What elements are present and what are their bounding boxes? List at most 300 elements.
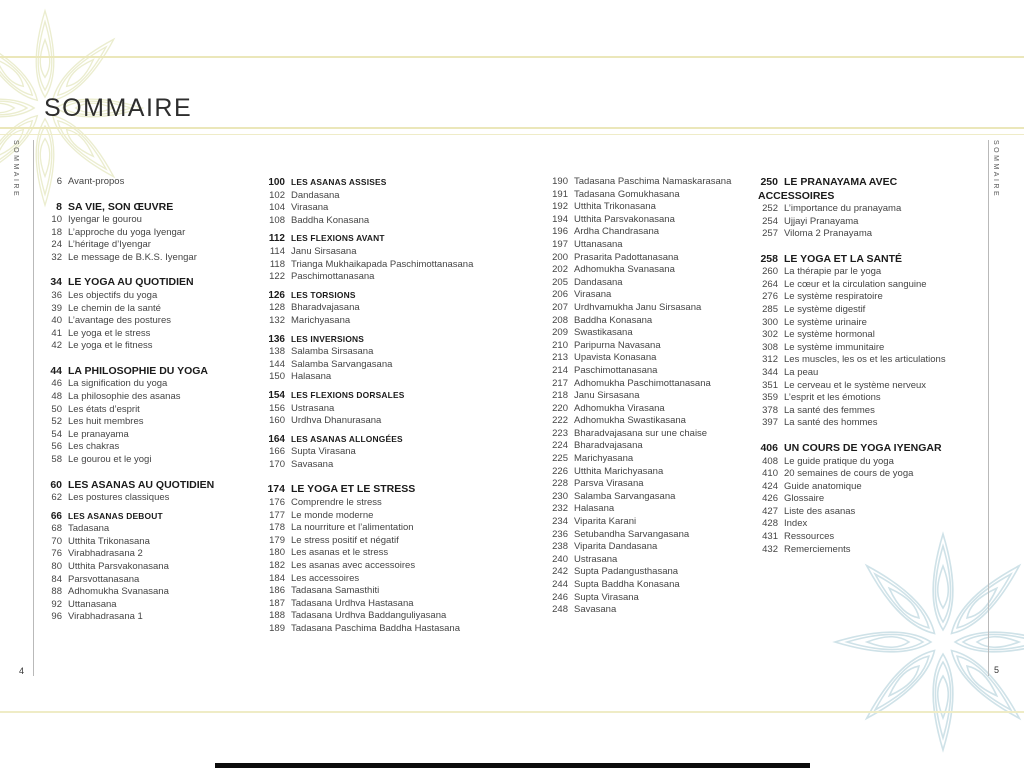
toc-label: Ujjayi Pranayama (784, 215, 859, 227)
toc-entry (548, 516, 756, 529)
toc-page-number: 48 (51, 391, 62, 403)
toc-column-2 (265, 176, 547, 636)
toc-page-number: 70 (51, 535, 62, 547)
toc-page-number: 428 (762, 518, 778, 530)
toc-page-number: 187 (269, 597, 285, 609)
toc-page-number: 36 (51, 289, 62, 301)
toc-label: Ustrasana (291, 402, 335, 414)
toc-page-number: 190 (552, 176, 568, 187)
toc-page-number: 192 (552, 201, 568, 213)
toc-label: Le système hormonal (784, 329, 875, 341)
toc-page-number: 196 (552, 226, 568, 238)
toc-page-number: 126 (268, 289, 285, 301)
toc-page-number: 285 (762, 304, 778, 316)
toc-label: Utthita Parsvakonasana (68, 561, 169, 573)
toc-page-number: 197 (552, 238, 568, 250)
toc-label: LES FLEXIONS DORSALES (291, 389, 405, 400)
toc-page-number: 144 (269, 358, 285, 370)
toc-page-number: 351 (762, 379, 778, 391)
toc-entry (265, 598, 547, 611)
toc-label: Le pranayama (68, 428, 129, 440)
toc-page-number: 222 (552, 415, 568, 427)
toc-chapter-heading (42, 276, 260, 290)
toc-column-3 (548, 176, 756, 617)
toc-entry (548, 302, 756, 315)
toc-entry (42, 561, 260, 574)
toc-label: Ressources (784, 531, 835, 543)
toc-label: Le stress positif et négatif (291, 534, 399, 546)
toc-entry (758, 417, 983, 430)
toc-page-number: 66 (50, 510, 62, 522)
toc-entry (758, 266, 983, 279)
toc-page-number: 431 (762, 531, 778, 543)
toc-page-number: 52 (51, 416, 62, 428)
toc-label: Les objectifs du yoga (68, 289, 158, 301)
toc-label: Supta Virasana (574, 591, 639, 603)
toc-label: Glossaire (784, 493, 825, 505)
toc-page-number: 182 (269, 559, 285, 571)
toc-label: Index (784, 518, 808, 530)
toc-page-number: 34 (50, 276, 62, 289)
bottom-rule (0, 711, 1024, 713)
toc-label: La signification du yoga (68, 378, 168, 390)
toc-entry (42, 536, 260, 549)
toc-label: Dandasana (574, 276, 623, 288)
toc-page-number: 228 (552, 478, 568, 490)
toc-entry (548, 277, 756, 290)
toc-entry (265, 315, 547, 328)
toc-entry (758, 544, 983, 557)
toc-label: LES INVERSIONS (291, 333, 365, 344)
toc-page-number: 191 (552, 188, 568, 200)
toc-entry (42, 391, 260, 404)
toc-label: LE YOGA AU QUOTIDIEN (68, 276, 194, 289)
toc-label: Prasarita Padottanasana (574, 251, 679, 263)
toc-page-number: 68 (51, 523, 62, 535)
toc-entry (42, 492, 260, 505)
toc-page-number: 184 (269, 572, 285, 584)
toc-entry (548, 315, 756, 328)
toc-entry (758, 291, 983, 304)
toc-entry (42, 227, 260, 240)
toc-entry (42, 599, 260, 612)
toc-label: LES ASANAS ASSISES (291, 177, 387, 187)
toc-label: Virasana (291, 202, 329, 214)
toc-entry (42, 611, 260, 624)
toc-label: Baddha Konasana (291, 214, 370, 226)
toc-page-number: 76 (51, 548, 62, 560)
toc-entry (265, 547, 547, 560)
toc-label: Ustrasana (574, 553, 618, 565)
toc-label: Savasana (291, 458, 334, 470)
toc-entry (42, 429, 260, 442)
toc-entry (42, 548, 260, 561)
toc-entry (265, 573, 547, 586)
toc-entry (548, 378, 756, 391)
toc-entry (548, 352, 756, 365)
toc-page-number: 164 (268, 433, 285, 445)
toc-entry (548, 579, 756, 592)
toc-page-number: 214 (552, 364, 568, 376)
toc-chapter-heading (758, 190, 983, 204)
toc-page-number: 42 (51, 340, 62, 352)
toc-label: Supta Virasana (291, 446, 356, 458)
toc-page-number: 217 (552, 377, 568, 389)
toc-label: Tadasana Urdhva Baddanguliyasana (291, 610, 447, 622)
toc-page-number: 188 (269, 610, 285, 622)
toc-label: Ardha Chandrasana (574, 226, 660, 238)
toc-entry (548, 201, 756, 214)
toc-page-number: 10 (51, 214, 62, 226)
top-rule (0, 56, 1024, 58)
page-title: SOMMAIRE (44, 94, 193, 122)
toc-entry (758, 367, 983, 380)
toc-entry (265, 359, 547, 372)
toc-page-number: 258 (760, 252, 778, 265)
toc-page-number: 138 (269, 346, 285, 358)
toc-page-number: 210 (552, 339, 568, 351)
toc-page-number: 136 (268, 333, 285, 345)
toc-label: Le cerveau et le système nerveux (784, 379, 927, 391)
toc-entry (758, 354, 983, 367)
toc-entry (265, 623, 547, 636)
toc-entry (42, 378, 260, 391)
toc-label: LES ASANAS AU QUOTIDIEN (68, 478, 215, 491)
toc-page-number: 223 (552, 427, 568, 439)
toc-label: Comprendre le stress (291, 496, 382, 508)
toc-entry (42, 252, 260, 265)
toc-label: Utthita Marichyasana (574, 465, 664, 477)
toc-entry (758, 203, 983, 216)
toc-label: Les asanas et le stress (291, 547, 389, 559)
toc-label: Parsvottanasana (68, 573, 140, 585)
toc-entry (548, 503, 756, 516)
toc-label: Tadasana (68, 523, 110, 535)
toc-entry (265, 522, 547, 535)
toc-entry (758, 279, 983, 292)
toc-entry (42, 239, 260, 252)
toc-label: Tadasana Gomukhasana (574, 188, 680, 200)
toc-entry (548, 214, 756, 227)
toc-label: Adhomukha Svanasana (68, 586, 169, 598)
toc-page-number: 257 (762, 228, 778, 240)
toc-label: Le système digestif (784, 304, 866, 316)
toc-entry (548, 478, 756, 491)
toc-entry (265, 302, 547, 315)
toc-label: Bharadvajasana (291, 302, 360, 314)
toc-page-number: 104 (269, 202, 285, 214)
toc-entry (42, 315, 260, 328)
toc-label: Le message de B.K.S. Iyengar (68, 251, 197, 263)
toc-page-number: 226 (552, 465, 568, 477)
toc-label: Le yoga et le stress (68, 327, 151, 339)
toc-label: La nourriture et l’alimentation (291, 522, 414, 534)
toc-page-number: 254 (762, 215, 778, 227)
toc-entry (265, 497, 547, 510)
toc-page-number: 208 (552, 314, 568, 326)
toc-label: LE YOGA ET LA SANTÉ (784, 252, 903, 265)
toc-label: Les huit membres (68, 416, 144, 428)
toc-entry (42, 290, 260, 303)
toc-label: Swastikasana (574, 327, 633, 339)
toc-label: Liste des asanas (784, 505, 856, 517)
toc-page-number: 302 (762, 329, 778, 341)
toc-page-number: 150 (269, 371, 285, 383)
toc-entry (265, 190, 547, 203)
toc-label: Utthita Parsvakonasana (574, 213, 675, 225)
left-folio-number: 4 (19, 666, 25, 676)
toc-label: Le système respiratoire (784, 291, 883, 303)
toc-entry (548, 604, 756, 617)
toc-entry (758, 493, 983, 506)
toc-section-heading (265, 289, 547, 303)
toc-label: L’héritage d’Iyengar (68, 239, 151, 251)
toc-label: Paschimottanasana (291, 271, 375, 283)
header-rule-upper (0, 127, 1024, 129)
toc-page-number: 406 (760, 442, 778, 454)
toc-entry (42, 523, 260, 536)
toc-section-heading (265, 433, 547, 447)
toc-page-number: 359 (762, 392, 778, 404)
toc-entry (758, 380, 983, 393)
toc-section-heading (265, 232, 547, 246)
toc-label: L’approche du yoga Iyengar (68, 226, 186, 238)
toc-entry (265, 415, 547, 428)
toc-label: Baddha Konasana (574, 314, 653, 326)
toc-label: 20 semaines de cours de yoga (784, 468, 914, 480)
toc-label: Adhomukha Svanasana (574, 264, 675, 276)
toc-entry (42, 404, 260, 417)
toc-page-number: 118 (269, 258, 285, 270)
toc-label: Urdhvamukha Janu Sirsasana (574, 301, 702, 313)
toc-page-number: 378 (762, 404, 778, 416)
toc-entry (42, 586, 260, 599)
toc-page-number: 230 (552, 490, 568, 502)
toc-entry (758, 405, 983, 418)
toc-page-number: 92 (51, 598, 62, 610)
toc-entry (265, 560, 547, 573)
toc-label: Virabhadrasana 2 (68, 548, 143, 560)
toc-page-number: 54 (51, 428, 62, 440)
toc-entry (265, 202, 547, 215)
toc-label: Supta Baddha Konasana (574, 579, 680, 590)
toc-page-number: 46 (51, 378, 62, 390)
toc-entry (42, 416, 260, 429)
toc-page-number: 224 (552, 440, 568, 452)
toc-page-number: 166 (269, 446, 285, 458)
toc-label: SA VIE, SON ŒUVRE (68, 200, 174, 213)
toc-label: La peau (784, 367, 819, 379)
toc-page-number: 200 (552, 251, 568, 263)
toc-label: Halasana (574, 503, 615, 515)
toc-page-number: 194 (552, 213, 568, 225)
toc-label: LES ASANAS DEBOUT (68, 510, 163, 521)
toc-page-number: 205 (552, 276, 568, 288)
toc-label: Les muscles, les os et les articulations (784, 354, 946, 366)
toc-page-number: 32 (51, 251, 62, 263)
toc-page-number: 44 (50, 364, 62, 377)
toc-entry (42, 328, 260, 341)
toc-label: Janu Sirsasana (574, 390, 640, 402)
toc-entry (758, 329, 983, 342)
toc-entry (548, 491, 756, 504)
toc-page-number: 202 (552, 264, 568, 276)
toc-page-number: 432 (762, 543, 778, 555)
toc-entry (758, 228, 983, 241)
toc-entry (548, 403, 756, 416)
toc-page-number: 128 (269, 302, 285, 314)
toc-label: LE YOGA ET LE STRESS (291, 483, 416, 496)
toc-page-number: 300 (762, 316, 778, 328)
toc-page-number: 80 (51, 561, 62, 573)
toc-entry (265, 446, 547, 459)
toc-page-number: 156 (269, 402, 285, 414)
toc-page-number: 236 (552, 528, 568, 540)
toc-entry (42, 574, 260, 587)
right-folio-number: 5 (994, 665, 1000, 675)
toc-label: La santé des hommes (784, 417, 878, 429)
toc-label: Iyengar le gourou (68, 214, 142, 226)
toc-column-1 (42, 176, 260, 624)
toc-entry (548, 239, 756, 252)
toc-entry (265, 403, 547, 416)
toc-entry (265, 610, 547, 623)
toc-entry (548, 264, 756, 277)
toc-page-number: 58 (51, 454, 62, 465)
toc-page-number: 250 (760, 176, 778, 188)
toc-label: LE PRANAYAMA AVEC (784, 176, 898, 188)
toc-label: Avant-propos (68, 176, 125, 187)
toc-label: Halasana (291, 371, 332, 383)
toc-section-heading (42, 510, 260, 524)
toc-label: Uttanasana (574, 238, 623, 250)
toc-entry (265, 535, 547, 548)
toc-page-number: 108 (269, 214, 285, 226)
toc-page-number: 6 (56, 176, 62, 187)
toc-page-number: 174 (267, 483, 285, 496)
toc-page-number: 84 (51, 573, 62, 585)
toc-label: Janu Sirsasana (291, 245, 357, 257)
toc-page-number: 62 (51, 492, 62, 504)
toc-entry (758, 392, 983, 405)
toc-chapter-heading (758, 253, 983, 267)
toc-page-number: 179 (269, 534, 285, 546)
toc-page-number: 18 (51, 226, 62, 238)
toc-entry (265, 246, 547, 259)
toc-page-number: 246 (552, 591, 568, 603)
toc-page-number: 114 (269, 245, 285, 257)
right-margin-tab-label: SOMMAIRE (992, 140, 999, 199)
toc-section-heading (265, 176, 547, 190)
toc-entry (265, 271, 547, 284)
toc-page-number: 50 (51, 403, 62, 415)
toc-label: Les asanas avec accessoires (291, 559, 416, 571)
toc-chapter-heading (42, 201, 260, 215)
toc-page-number: 186 (269, 585, 285, 597)
toc-entry (548, 440, 756, 453)
toc-page-number: 39 (51, 302, 62, 314)
toc-page-number: 232 (552, 503, 568, 515)
toc-label: LES FLEXIONS AVANT (291, 233, 385, 244)
toc-label: Viloma 2 Pranayama (784, 228, 873, 240)
toc-entry (265, 459, 547, 472)
toc-page-number: 238 (552, 541, 568, 553)
toc-entry (548, 428, 756, 441)
toc-entry (548, 466, 756, 479)
toc-label: La santé des femmes (784, 404, 875, 416)
toc-page-number: 308 (762, 341, 778, 353)
toc-page-number: 427 (762, 505, 778, 517)
toc-entry (548, 176, 756, 189)
toc-page-number: 248 (552, 604, 568, 616)
toc-label: Utthita Trikonasana (574, 201, 656, 213)
toc-label: Salamba Sarvangasana (291, 358, 393, 370)
toc-entry (42, 441, 260, 454)
toc-label: Le guide pratique du yoga (784, 455, 894, 467)
toc-label: Savasana (574, 604, 617, 616)
toc-label: Salamba Sirsasana (291, 346, 374, 358)
toc-label: Remerciements (784, 543, 851, 555)
toc-label: LES ASANAS ALLONGÉES (291, 433, 403, 444)
toc-page-number: 426 (762, 493, 778, 505)
toc-entry (548, 289, 756, 302)
toc-page-number: 88 (51, 586, 62, 598)
toc-entry (548, 252, 756, 265)
toc-page-number: 397 (762, 417, 778, 429)
toc-page-number: 424 (762, 480, 778, 492)
toc-label: Utthita Trikonasana (68, 535, 150, 547)
toc-label: L’esprit et les émotions (784, 392, 881, 404)
toc-label: Parsva Virasana (574, 478, 644, 490)
toc-page-number: 178 (269, 522, 285, 534)
toc-entry (758, 304, 983, 317)
right-page-edge-rule (988, 140, 989, 676)
toc-entry (758, 216, 983, 229)
toc-page-number: 252 (762, 203, 778, 214)
toc-page-number: 176 (269, 496, 285, 508)
toc-entry (548, 453, 756, 466)
toc-label: Le chemin de la santé (68, 302, 161, 314)
toc-entry (42, 454, 260, 467)
toc-label: Les chakras (68, 441, 120, 453)
toc-entry (42, 214, 260, 227)
toc-column-4 (758, 176, 983, 556)
toc-label: Viparita Dandasana (574, 541, 658, 553)
toc-entry (265, 585, 547, 598)
toc-page-number: 206 (552, 289, 568, 301)
toc-label: Dandasana (291, 189, 340, 201)
toc-label: La philosophie des asanas (68, 391, 181, 403)
toc-page-number: 312 (762, 354, 778, 366)
toc-label: Marichyasana (291, 314, 351, 326)
toc-entry (265, 215, 547, 228)
bottom-bar (215, 763, 810, 768)
toc-entry (548, 365, 756, 378)
toc-page-number: 40 (51, 315, 62, 327)
toc-label: L’importance du pranayama (784, 203, 902, 214)
toc-label: Les postures classiques (68, 492, 170, 504)
toc-page-number: 8 (56, 200, 62, 213)
toc-page-number: 234 (552, 516, 568, 528)
header-rule-lower (0, 134, 1024, 135)
toc-label: Setubandha Sarvangasana (574, 528, 690, 540)
toc-label: Tadasana Paschima Baddha Hastasana (291, 622, 461, 634)
toc-page-number: 189 (269, 622, 285, 634)
toc-label: Tadasana Urdhva Hastasana (291, 597, 414, 609)
toc-chapter-heading (758, 442, 983, 456)
toc-page-number: 60 (50, 478, 62, 491)
toc-label: Urdhva Dhanurasana (291, 415, 382, 427)
